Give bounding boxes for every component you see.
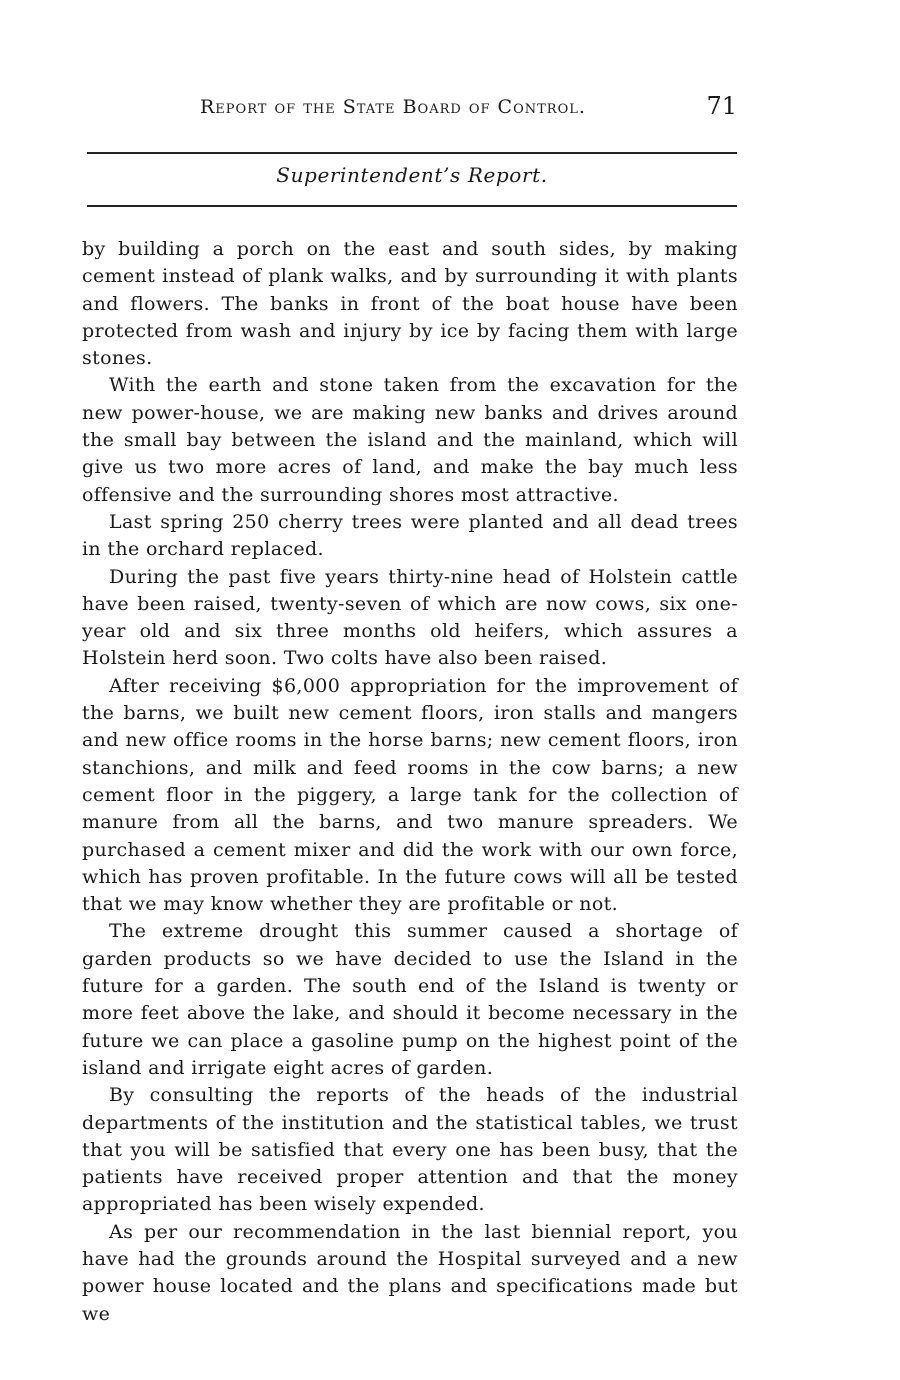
paragraph: After receiving $6,000 appropriation for the improvement of the barns, we built new cement floors, iron stalls and mangers and new office rooms in the horse barns; new cement floors, iron stanchions, and milk and feed rooms in the cow barns; a new cement floor in the piggery, a large tank for the collection of manure from all the barns, and two manure spreaders. We purchased a cement mixer and did the work with our own force, which has proven profitable. In the future cows will all be tested that we may know whether they are profitable or not. [82,674,738,916]
bottom-rule-divider [87,205,737,207]
running-head-title: Report of the State Board of Control. [200,96,586,118]
page-number: 71 [706,92,737,120]
paragraph: As per our recommendation in the last biennial report, you have had the grounds around the Hospital surveyed and a new power house located and the plans and specifications made but we [82,1220,738,1325]
section-title: Superintendent’s Report. [276,163,548,187]
paragraph: The extreme drought this summer caused a shortage of garden products so we have decided to use the Island in the future for a garden. The south end of the Island is twenty or more feet above the lake, and should it become necessary in the future we can place a gasoline pump on the highest point of the island and irrigate eight acres of garden. [82,920,738,1079]
paragraph: Last spring 250 cherry trees were planted and all dead trees in the orchard replaced. [82,510,738,561]
top-rule-divider [87,152,737,154]
running-head [82,92,737,126]
paragraph: During the past five years thirty-nine head of Holstein cattle have been raised, twenty-seven of which are now cows, six one-year old and six three months old heifers, which assures a Holstein herd soon. Two colts have also been raised. [82,565,738,670]
paragraph: With the earth and stone taken from the excavation for the new power-house, we are making new banks and drives around the small bay between the island and the mainland, which will give us two more acres of land, and make the bay much less offensive and the surrounding shores most attractive. [82,374,738,506]
paragraph: By consulting the reports of the heads of the industrial departments of the institution and the statistical tables, we trust that you will be satisfied that every one has been busy, that the patients have received proper attention and that the money appropriated has been wisely expended. [82,1084,738,1216]
body-text [82,236,738,1328]
paragraph-continued: by building a porch on the east and south sides, by making cement instead of plank walks, and by surrounding it with plants and flowers. The banks in front of the boat house have been protected from wash and injury by ice by facing them with large stones. [82,238,738,370]
